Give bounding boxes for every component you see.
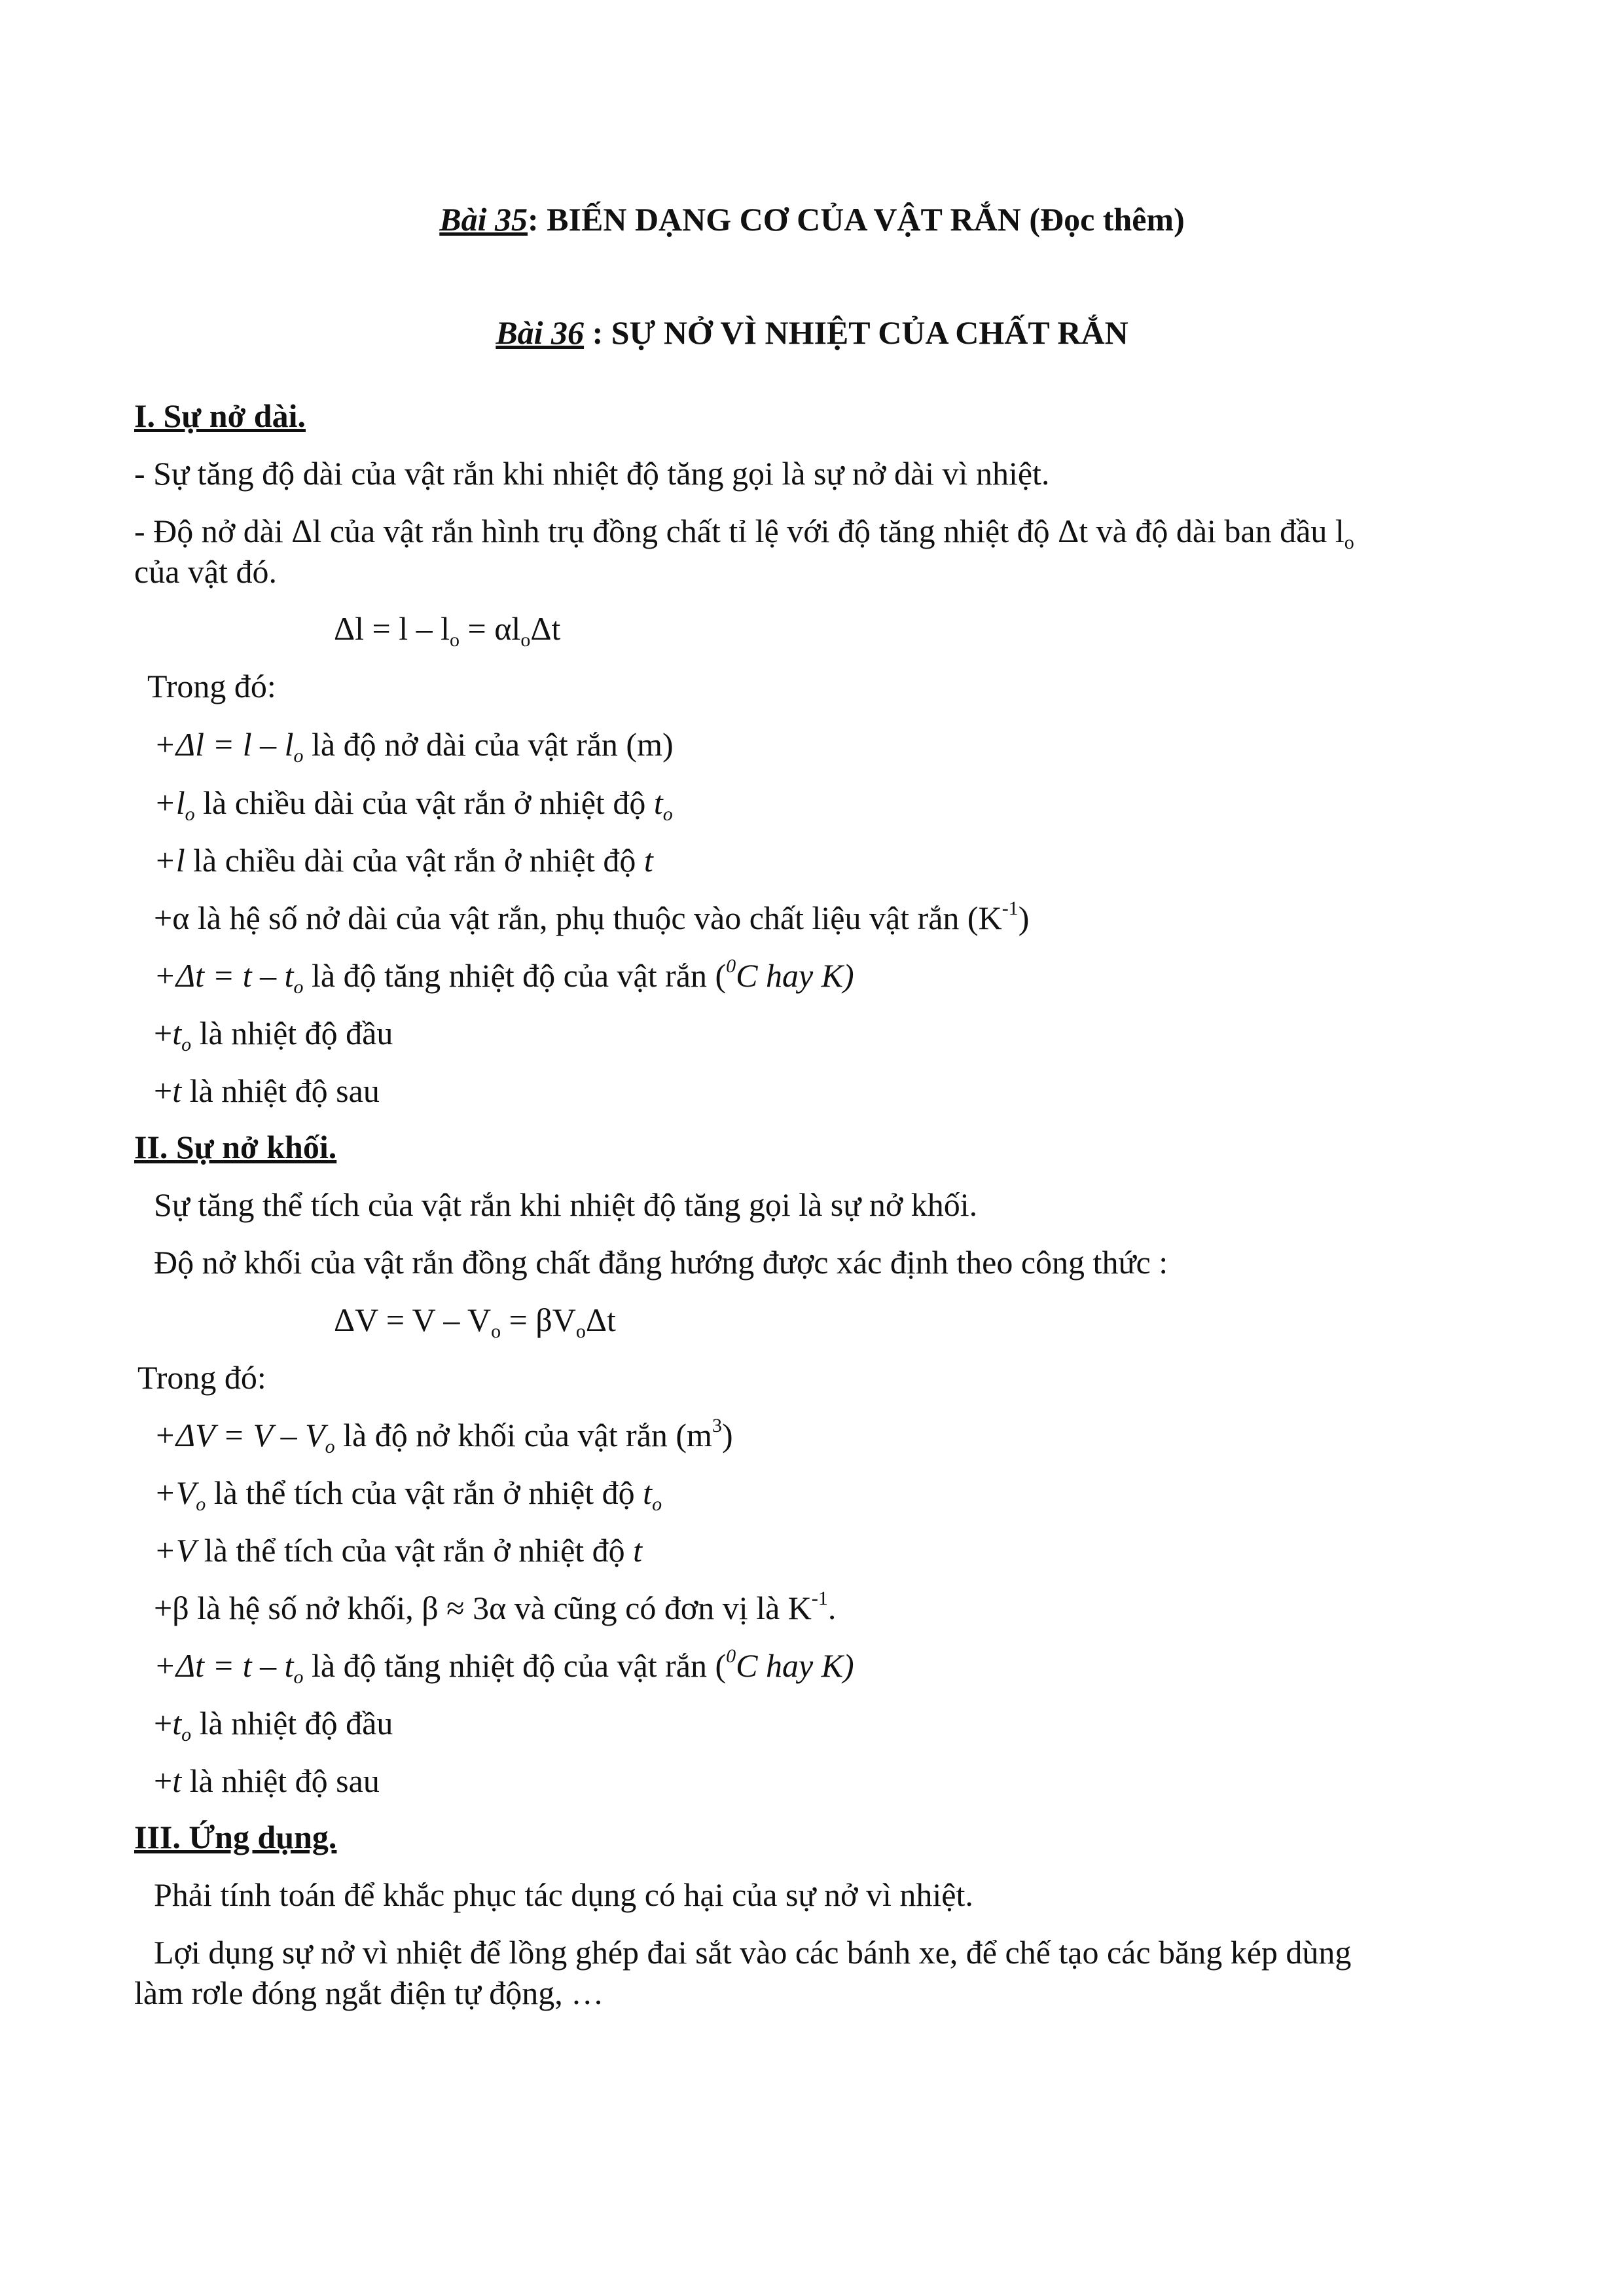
section-1-trong-do: Trong đó: [147, 668, 276, 704]
section-3-paragraph-1: Phải tính toán để khắc phục tác dụng có hại của sự nở vì nhiệt. [154, 1876, 973, 1913]
section-2-item-1: $+\Delta V = V - V_o$ là độ nở khối của vật rắn $(m^3)$ [154, 1415, 733, 1457]
section-1-heading: I. Sự nở dài. [134, 397, 306, 434]
section-1-paragraph-2: - Độ nở dài Δl của vật rắn hình trụ đồng chất tỉ lệ với độ tăng nhiệt độ Δt và độ dài ban đầu $l_o$ [134, 513, 1354, 553]
section-2-item-5: $+\Delta t = t - t_o$ là độ tăng nhiệt độ của vật rắn ($^0$C hay K) [154, 1645, 854, 1688]
formula-volume-expansion: $\Delta V = V - V_o = \beta V_o\Delta t$ [334, 1302, 616, 1342]
section-2-paragraph-1: Sự tăng thể tích của vật rắn khi nhiệt độ tăng gọi là sự nở khối. [154, 1186, 978, 1223]
lesson-35-title: Bài 35: BIẾN DẠNG CƠ CỦA VẬT RẮN (Đọc thêm) [439, 201, 1185, 238]
section-3-paragraph-2: Lợi dụng sự nở vì nhiệt để lồng ghép đai sắt vào các bánh xe, để chế tạo các băng kép dùng [154, 1934, 1352, 1971]
section-2-item-6: $+t_o$ là nhiệt độ đầu [154, 1705, 393, 1745]
lesson-36-title: Bài 36 : SỰ NỞ VÌ NHIỆT CỦA CHẤT RẮN [496, 314, 1128, 351]
section-1-item-4: +α là hệ số nở dài của vật rắn, phụ thuộc vào chất liệu vật rắn $(K^{-1})$ [154, 898, 1030, 936]
section-1-item-6: $+t_o$ là nhiệt độ đầu [154, 1015, 393, 1055]
section-2-item-7: +t là nhiệt độ sau [154, 1762, 380, 1799]
section-2-item-2: $+V_o$ là thể tích của vật rắn ở nhiệt độ $t_o$ [154, 1474, 662, 1515]
section-1-item-2: $+l_o$ là chiều dài của vật rắn ở nhiệt độ $t_o$ [154, 784, 673, 825]
section-2-item-3: +V là thể tích của vật rắn ở nhiệt độ t [154, 1532, 643, 1569]
section-1-paragraph-2-cont: của vật đó. [134, 553, 277, 590]
section-1-item-1: $+\Delta l = l - l_o$ là độ nở dài của vật rắn (m) [154, 726, 674, 767]
section-1-item-3: +l là chiều dài của vật rắn ở nhiệt độ t [154, 842, 653, 879]
section-2-heading: II. Sự nở khối. [134, 1129, 337, 1165]
section-1-item-5: $+\Delta t = t - t_o$ là độ tăng nhiệt độ của vật rắn ($^0$C hay K) [154, 955, 854, 998]
section-3-paragraph-2-cont: làm rơle đóng ngắt điện tự động, … [134, 1975, 604, 2011]
section-1-paragraph-1: - Sự tăng độ dài của vật rắn khi nhiệt độ tăng gọi là sự nở dài vì nhiệt. [134, 455, 1050, 492]
section-2-paragraph-2: Độ nở khối của vật rắn đồng chất đẳng hướng được xác định theo công thức : [154, 1244, 1168, 1281]
section-1-item-7: +t là nhiệt độ sau [154, 1072, 380, 1109]
section-3-heading: III. Ứng dụng. [134, 1819, 337, 1855]
formula-linear-expansion: $\Delta l = l - l_o = \alpha l_o\Delta t$ [334, 610, 561, 651]
section-2-trong-do: Trong đó: [137, 1359, 266, 1396]
section-2-item-4: +β là hệ số nở khối, β ≈ 3α và cũng có đơn vị là $K^{-1}$. [154, 1588, 837, 1626]
